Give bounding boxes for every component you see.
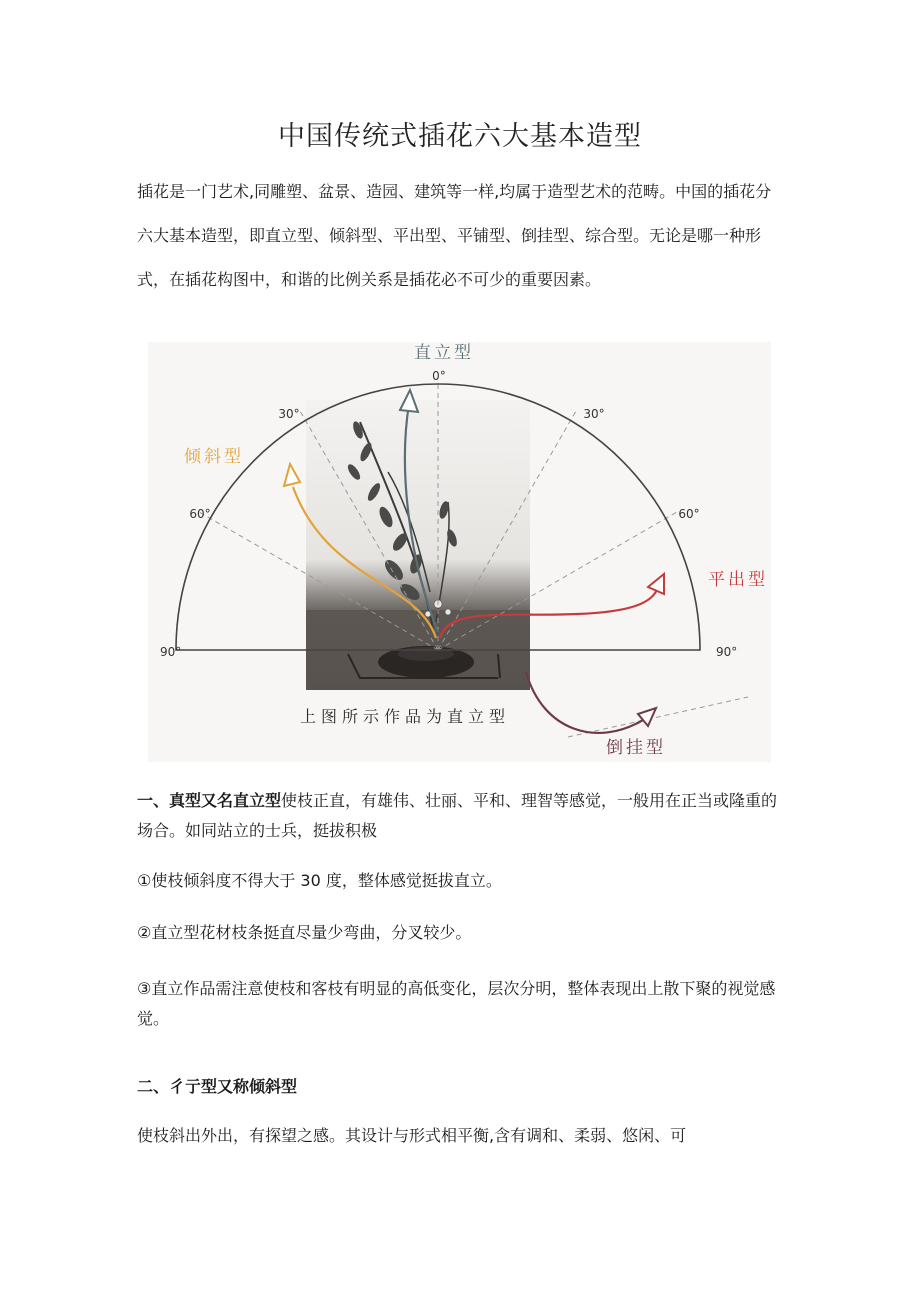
angle-label-right-60: 60° <box>678 507 700 521</box>
angle-label-left-60: 60° <box>189 507 211 521</box>
section2-paragraph: 使枝斜出外出，有探望之感。其设计与形式相平衡,含有调和、柔弱、悠闲、可 <box>137 1126 687 1145</box>
angle-label-right-90: 90° <box>716 645 738 659</box>
section2-heading: 二、彳亍型又称倾斜型 <box>137 1077 298 1096</box>
arrangement-photo <box>306 400 530 690</box>
arrangement-diagram <box>148 342 771 762</box>
page-title: 中国传统式插花六大基本造型 <box>278 121 642 152</box>
angle-label-left-30: 30° <box>278 407 300 421</box>
label-upright: 直立型 <box>414 343 474 363</box>
angle-label-top: 0° <box>432 369 446 383</box>
section1-text: 使枝正直，有雄伟、壮丽、平和、理智等感觉，一般用在正当或隆重的场合。如同站立的士兵，挺拔积极 <box>137 791 778 840</box>
figure-caption: 上图所示作品为直立型 <box>300 707 511 726</box>
section1-heading: 一、真型又名直立型 <box>137 791 282 810</box>
guide-lower-right <box>568 697 748 737</box>
angle-label-left-90: 90° <box>160 645 182 659</box>
section1-paragraph <box>137 786 787 846</box>
label-horizontal: 平出型 <box>708 570 768 590</box>
cascading-arrow <box>526 672 656 733</box>
section1-point-3: ③直立作品需注意使枝和客枝有明显的高低变化，层次分明，整体表现出上散下聚的视觉感觉。 <box>137 979 776 1028</box>
angle-label-right-30: 30° <box>583 407 605 421</box>
intro-paragraph: 插花是一门艺术,同雕塑、盆景、造园、建筑等一样,均属于造型艺术的范畴。中国的插花分六大基本造型，即直立型、倾斜型、平出型、平铺型、倒挂型、综合型。无论是哪一种形式，在插花构图中，和谐的比例关系是插花必不可少的重要因素。 <box>137 182 772 289</box>
label-slanting: 倾斜型 <box>184 447 244 467</box>
section1-point-1: ①使枝倾斜度不得大于 30 度，整体感觉挺拔直立。 <box>137 871 502 890</box>
label-cascading: 倒挂型 <box>606 738 666 758</box>
section1-point-2: ②直立型花材枝条挺直尽量少弯曲，分叉较少。 <box>137 923 472 942</box>
